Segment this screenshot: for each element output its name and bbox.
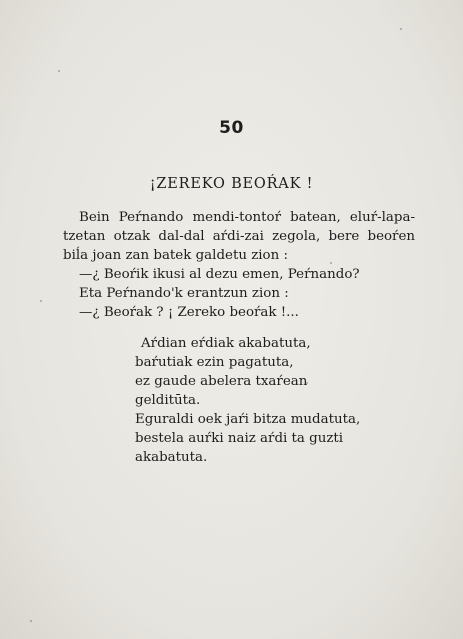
ink-speck <box>400 28 402 30</box>
ink-speck <box>30 620 32 622</box>
prose-line: Bein Peŕnando mendi-tontoŕ batean, eluŕ-lapa- <box>79 210 415 225</box>
verse-stanza <box>135 334 360 467</box>
verse-line: Aŕdian eŕdiak akabatuta, <box>141 336 311 351</box>
prose-line: biĺa joan zan batek galdetu zion : <box>63 248 288 263</box>
dialogue-line: —¿ Beoŕak ? ¡ Zereko beoŕak !... <box>79 305 299 320</box>
prose-paragraph <box>63 208 415 322</box>
ink-speck <box>40 300 42 302</box>
page-number: 50 <box>219 118 244 138</box>
dialogue-line: Eta Peŕnando'k erantzun zion : <box>79 286 289 301</box>
verse-line: baŕutiak ezin pagatuta, <box>135 355 294 370</box>
verse-line: bestela auŕki naiz aŕdi ta guzti <box>135 431 344 446</box>
dialogue-line: —¿ Beoŕik ikusi al dezu emen, Peŕnando? <box>79 267 360 282</box>
verse-line: akabatuta. <box>135 450 208 465</box>
prose-line: tzetan otzak dal-dal aŕdi-zai zegola, bere beoŕen <box>63 229 415 244</box>
ink-speck <box>58 70 60 72</box>
section-title: ¡ZEREKO BEOŔAK ! <box>149 176 314 192</box>
verse-line: ez gaude abelera txaŕean <box>135 374 308 389</box>
verse-line: Eguraldi oek jaŕi bitza mudatuta, <box>135 412 361 427</box>
verse-line: gelditūta. <box>135 393 201 408</box>
